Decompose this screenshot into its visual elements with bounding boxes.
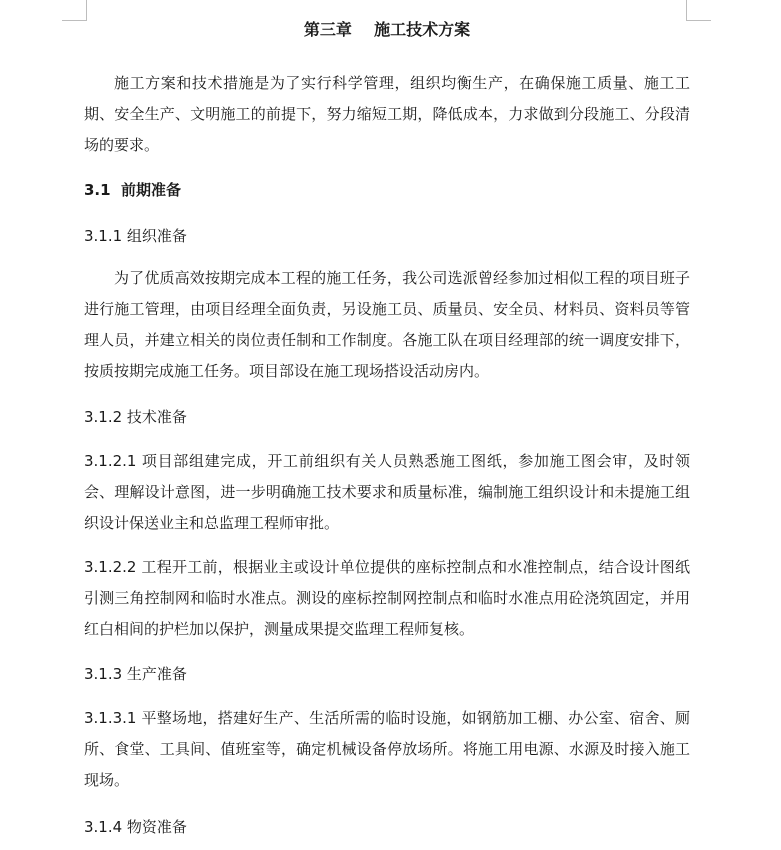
section-heading-3-1-3: 3.1.3 生产准备	[84, 665, 187, 683]
section-heading-3-1-4: 3.1.4 物资准备	[84, 818, 187, 836]
intro-paragraph: 施工方案和技术措施是为了实行科学管理，组织均衡生产，在确保施工质量、施工工期、安全生产、文明施工的前提下，努力缩短工期，降低成本，力求做到分段施工、分段清场的要求。	[84, 74, 690, 154]
section-heading-3-1: 3.1 前期准备	[84, 181, 182, 199]
section-heading-3-1-2: 3.1.2 技术准备	[84, 408, 187, 426]
paragraph-3-1-3-1: 3.1.3.1 平整场地，搭建好生产、生活所需的临时设施，如钢筋加工棚、办公室、宿舍、厕所、食堂、工具间、值班室等，确定机械设备停放场所。将施工用电源、水源及时接入施工现场。	[84, 709, 690, 789]
paragraph-3-1-1: 为了优质高效按期完成本工程的施工任务，我公司选派曾经参加过相似工程的项目班子进行施工管理，由项目经理全面负责，另设施工员、质量员、安全员、材料员、资料员等管理人员，并建立相关的岗位责任制和工作制度。各施工队在项目经理部的统一调度安排下，按质按期完成施工任务。项目部设在施工现场搭设活动房内。	[84, 269, 690, 380]
paragraph-3-1-2-2: 3.1.2.2 工程开工前，根据业主或设计单位提供的座标控制点和水准控制点，结合设计图纸引测三角控制网和临时水准点。测设的座标控制网控制点和临时水准点用砼浇筑固定，并用红白相间的护栏加以保护，测量成果提交监理工程师复核。	[84, 558, 690, 638]
section-heading-3-1-1: 3.1.1 组织准备	[84, 227, 187, 245]
chapter-title: 第三章 施工技术方案	[303, 20, 471, 39]
paragraph-3-1-2-1: 3.1.2.1 项目部组建完成，开工前组织有关人员熟悉施工图纸，参加施工图会审，及时领会、理解设计意图，进一步明确施工技术要求和质量标准，编制施工组织设计和未提施工组织设计保送业主和总监理工程师审批。	[84, 452, 690, 532]
